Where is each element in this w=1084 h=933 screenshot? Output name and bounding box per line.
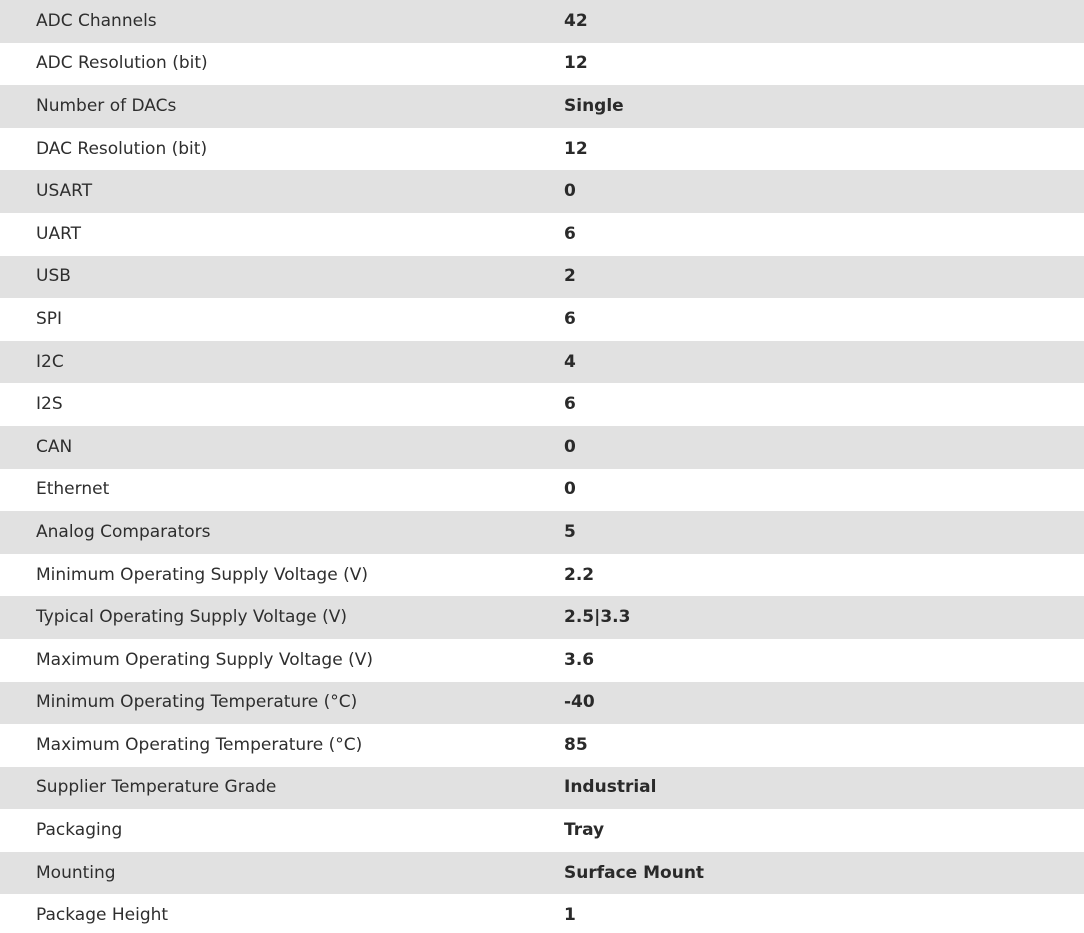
spec-value: 0	[564, 181, 576, 202]
spec-row-dac-resolution	[0, 128, 1084, 171]
spec-label: UART	[36, 223, 82, 244]
spec-value: 2	[564, 266, 576, 287]
spec-label: CAN	[36, 436, 73, 457]
spec-label: ADC Resolution (bit)	[36, 53, 208, 74]
spec-label: USART	[36, 181, 93, 202]
spec-label: Maximum Operating Supply Voltage (V)	[36, 649, 373, 670]
spec-value: Tray	[564, 820, 605, 841]
spec-label: Minimum Operating Supply Voltage (V)	[36, 564, 368, 585]
spec-row-i2c	[0, 341, 1084, 384]
spec-row-max-temperature	[0, 724, 1084, 767]
spec-label: Ethernet	[36, 479, 110, 500]
spec-row-packaging	[0, 809, 1084, 852]
spec-value: 5	[564, 521, 576, 542]
spec-label: I2C	[36, 351, 64, 372]
spec-value: 0	[564, 436, 576, 457]
spec-row-ethernet	[0, 469, 1084, 512]
spec-row-spi	[0, 298, 1084, 341]
spec-value: 12	[564, 138, 588, 159]
spec-row-can	[0, 426, 1084, 469]
spec-label: Number of DACs	[36, 95, 177, 116]
spec-label: Mounting	[36, 862, 116, 883]
spec-value: 2.5|3.3	[564, 607, 631, 628]
spec-value: Surface Mount	[564, 862, 705, 883]
spec-value: 6	[564, 223, 576, 244]
spec-label: Typical Operating Supply Voltage (V)	[36, 607, 347, 628]
spec-value: 2.2	[564, 564, 595, 585]
spec-row-temperature-grade	[0, 767, 1084, 810]
spec-value: 6	[564, 308, 576, 329]
spec-value: Single	[564, 95, 624, 116]
spec-label: Package Height	[36, 905, 169, 926]
spec-row-typ-supply-voltage	[0, 596, 1084, 639]
spec-label: ADC Channels	[36, 10, 157, 31]
spec-row-i2s	[0, 383, 1084, 426]
spec-label: Packaging	[36, 820, 123, 841]
spec-label: DAC Resolution (bit)	[36, 138, 208, 159]
spec-row-usart	[0, 170, 1084, 213]
spec-row-mounting	[0, 852, 1084, 895]
spec-row-adc-channels	[0, 0, 1084, 43]
spec-label: USB	[36, 266, 71, 287]
spec-row-number-of-dacs	[0, 85, 1084, 128]
spec-value: 6	[564, 394, 576, 415]
spec-value: Industrial	[564, 777, 657, 798]
spec-label: Analog Comparators	[36, 521, 211, 542]
spec-value: 85	[564, 734, 588, 755]
spec-row-adc-resolution	[0, 43, 1084, 86]
spec-value: 4	[564, 351, 576, 372]
spec-value: -40	[564, 692, 595, 713]
spec-label: SPI	[36, 308, 63, 329]
spec-row-analog-comparators	[0, 511, 1084, 554]
spec-row-min-supply-voltage	[0, 554, 1084, 597]
spec-value: 1	[564, 905, 576, 926]
spec-label: Minimum Operating Temperature (°C)	[36, 692, 358, 713]
spec-row-min-temperature	[0, 682, 1084, 725]
spec-label: Maximum Operating Temperature (°C)	[36, 734, 363, 755]
spec-row-usb	[0, 256, 1084, 299]
spec-row-uart	[0, 213, 1084, 256]
spec-row-max-supply-voltage	[0, 639, 1084, 682]
spec-row-package-height	[0, 894, 1084, 933]
spec-label: Supplier Temperature Grade	[36, 777, 277, 798]
spec-value: 42	[564, 10, 588, 31]
spec-value: 12	[564, 53, 588, 74]
spec-label: I2S	[36, 394, 63, 415]
spec-value: 3.6	[564, 649, 595, 670]
spec-value: 0	[564, 479, 576, 500]
